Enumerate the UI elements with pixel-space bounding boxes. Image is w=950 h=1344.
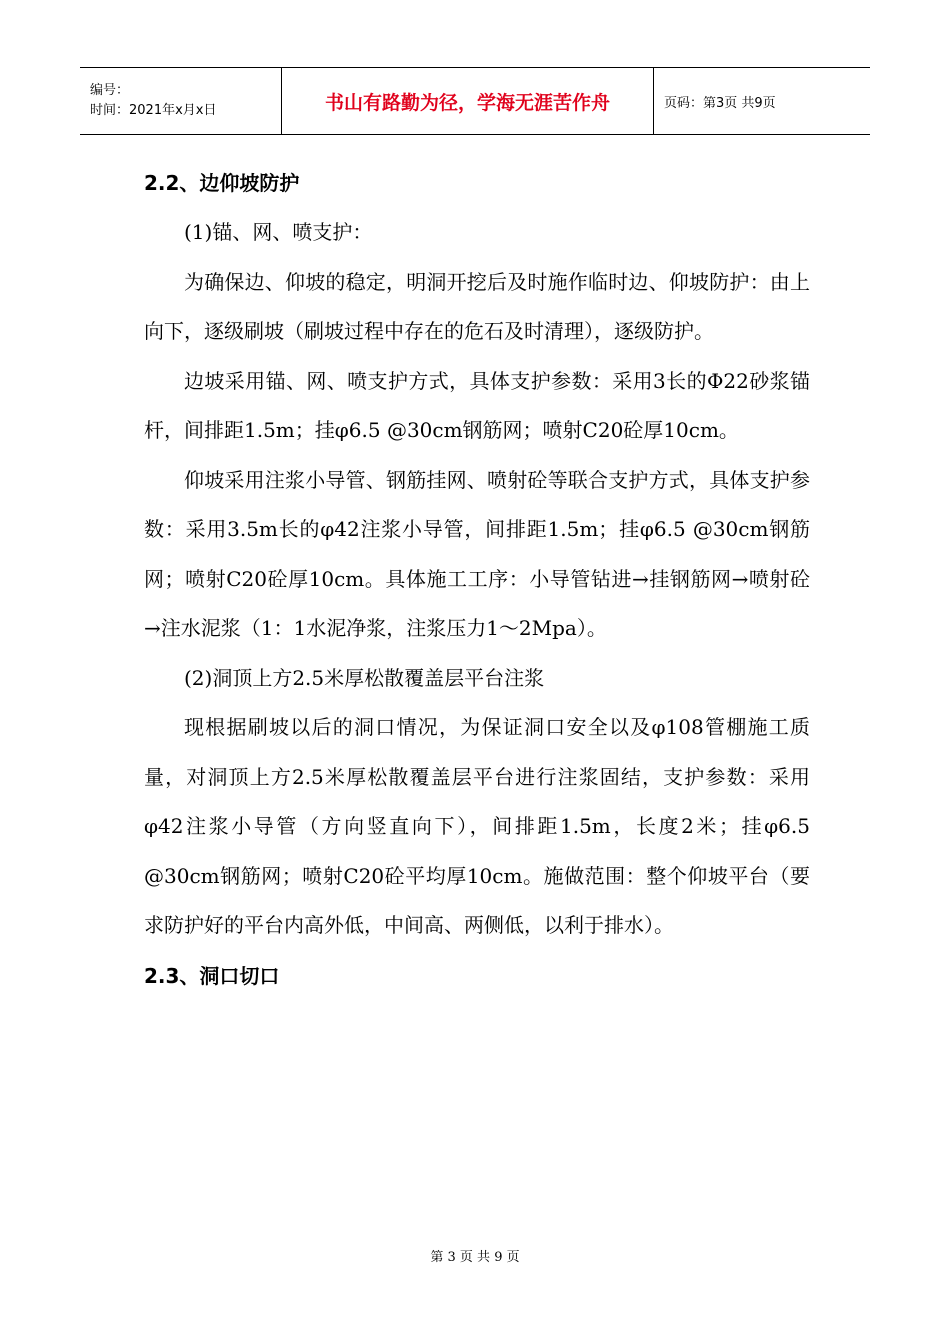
header-meta-cell (80, 68, 282, 134)
paragraph-side-slope-support: 边坡采用锚、网、喷支护方式，具体支护参数：采用3长的Φ22砂浆锚杆，间排距1.5m；挂φ6.5 @30cm钢筋网；喷射C20砼厚10cm。 (144, 368, 810, 442)
serial-number-label: 编号： (90, 83, 130, 98)
paragraph-grouting-details: 现根据刷坡以后的洞口情况，为保证洞口安全以及φ108管棚施工质量，对洞顶上方2.5米厚松散覆盖层平台进行注浆固结，支护参数：采用φ42注浆小导管（方向竖直向下），间排距1.5m，长度2米；挂φ6.5 @30cm钢筋网；喷射C20砼平均厚10cm。施做范围：整个仰坡平台（要求防护好的平台内高外低，中间高、两侧低，以利于排水）。 (144, 715, 810, 937)
header-page-cell (654, 68, 870, 134)
header-page-info: 页码：第3页 共9页 (664, 95, 776, 111)
paragraph-grouting-heading: (2)洞顶上方2.5米厚松散覆盖层平台注浆 (184, 665, 545, 690)
page-footer: 第 3 页 共 9 页 (430, 1250, 520, 1265)
section-heading-2-3: 2.3、洞口切口 (144, 963, 280, 988)
section-heading-2-2: 2.2、边仰坡防护 (144, 171, 300, 195)
paragraph-anchor-net-spray: (1)锚、网、喷支护： (184, 220, 373, 244)
time-label: 时间：2021年x月x日 (90, 103, 217, 118)
page-header (80, 67, 870, 135)
paragraph-slope-stability: 为确保边、仰坡的稳定，明洞开挖后及时施作临时边、仰坡防护：由上向下，逐级刷坡（刷坡过程中存在的危石及时清理），逐级防护。 (144, 269, 810, 343)
header-motto: 书山有路勤为径，学海无涯苦作舟 (324, 91, 610, 114)
header-motto-cell (282, 68, 654, 134)
document-body (144, 158, 810, 1001)
paragraph-front-slope-support: 仰坡采用注浆小导管、钢筋挂网、喷射砼等联合支护方式，具体支护参数：采用3.5m长的φ42注浆小导管，间排距1.5m；挂φ6.5 @30cm钢筋网；喷射C20砼厚10cm。具体施工工序：小导管钻进→挂钢筋网→喷射砼→注水泥浆（1：1水泥净浆，注浆压力1～2Mpa）。 (144, 467, 810, 640)
